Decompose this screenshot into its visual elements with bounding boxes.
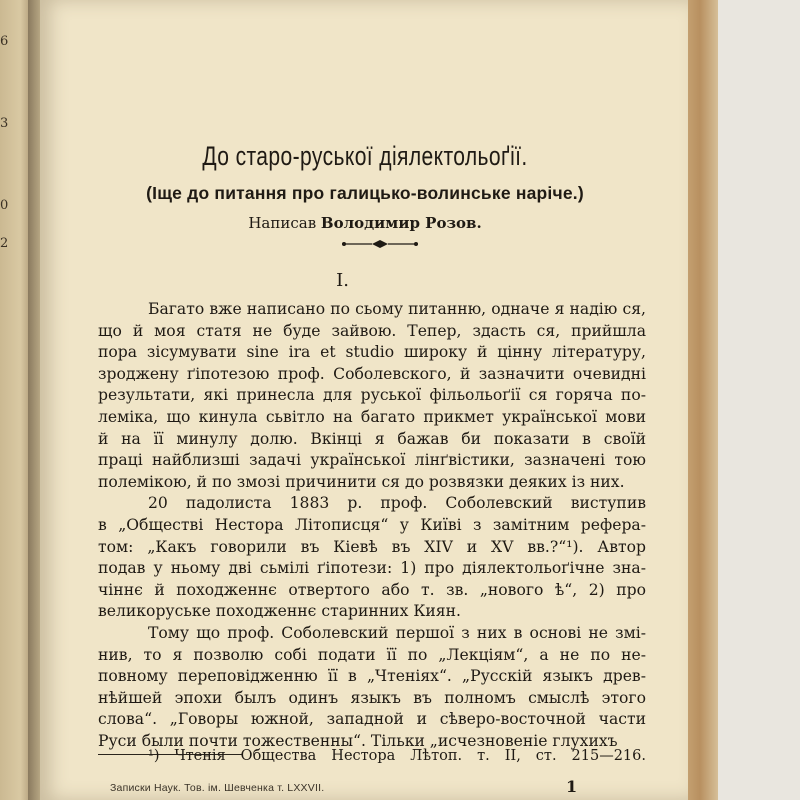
text-line: нѣйшей эпохи былъ одинъ языкъ въ полномъ смыслѣ этого — [98, 688, 646, 707]
article-subtitle: (Іще до питання про галицько-волинське наріче.) — [146, 183, 584, 203]
text-line: в „Обществі Нестора Літописця“ у Київі з замітним рефера- — [98, 516, 646, 534]
article-title: До старо-руської діялектольоґії. — [202, 141, 528, 171]
edge-digit: 3 — [0, 116, 9, 131]
text-line: подав у ньому дві сьмілі ґіпотези: 1) про діялектольоґічне зна- — [98, 559, 646, 578]
book-page — [40, 0, 688, 800]
text-line: пора зісумувати sine ira et studio широку й цінну літературу, — [98, 343, 646, 362]
text-line: слова“. „Говоры южной, западной и сѣверо-восточной части — [98, 710, 646, 729]
section-number: I. — [336, 270, 349, 291]
text-line: Тому що проф. Соболевский першої з них в основі не змі- — [148, 624, 646, 642]
text-line: великоруське походженнє старинних Киян. — [98, 602, 461, 621]
text-line: що й моя статя не буде зайвою. Тепер, здасть ся, прийшла — [98, 321, 646, 340]
text-line: праці найблизші задачі української лінґвістики, зазначені тою — [98, 451, 646, 470]
text-line: 20 падолиста 1883 р. проф. Соболевский виступив — [148, 494, 646, 513]
text-line: леміка, що кинула сьвітло на багато прикмет української мови — [98, 408, 646, 426]
edge-digit: 6 — [0, 34, 9, 49]
edge-digit: 2 — [0, 236, 9, 251]
author-name: Володимир Розов. — [320, 214, 482, 232]
byline-prefix: Написав — [248, 214, 321, 232]
journal-footer: Записки Наук. Тов. ім. Шевченка т. LXXVII. — [110, 782, 325, 794]
byline — [70, 214, 660, 232]
text-line: повному переповідженню її в „Чтеніях“. „Русскій языкъ древ- — [98, 667, 646, 686]
text-line: чіннє й походженнє отвертого або т. зв. „нового ѣ“, 2) про — [98, 580, 646, 599]
page-content — [70, 0, 670, 800]
footnote: ¹) Чтенія Общества Нестора Лѣтоп. т. II, ст. 215—216. — [148, 748, 646, 764]
text-line: том: „Какъ говорили въ Кіевѣ въ XIV и XV вв.?“¹). Автор — [98, 537, 646, 556]
text-line: результати, які принесла для руської фільольоґії ся горяча по- — [98, 386, 646, 405]
text-line: Багато вже написано по сьому питанню, одначе я надію ся, — [148, 300, 646, 318]
text-line: зроджену ґіпотезою проф. Соболевского, й зазначити очевидні — [98, 364, 646, 383]
text-line: й на її минулу долю. Вкінці я бажав би показати в своїй — [98, 429, 646, 448]
text-line: полемікою, й по змозі причинити ся до розвязки деяких із них. — [98, 472, 625, 491]
divider-ornament — [340, 238, 420, 250]
page-number: 1 — [566, 777, 578, 796]
text-line: нив, то я позволю собі подати її по „Лекціям“, а не по не- — [98, 645, 646, 664]
text-line: Руси были почти тожественны“. Тільки „исчезновеніе глухихъ — [98, 732, 618, 750]
edge-digit: 0 — [0, 198, 9, 213]
